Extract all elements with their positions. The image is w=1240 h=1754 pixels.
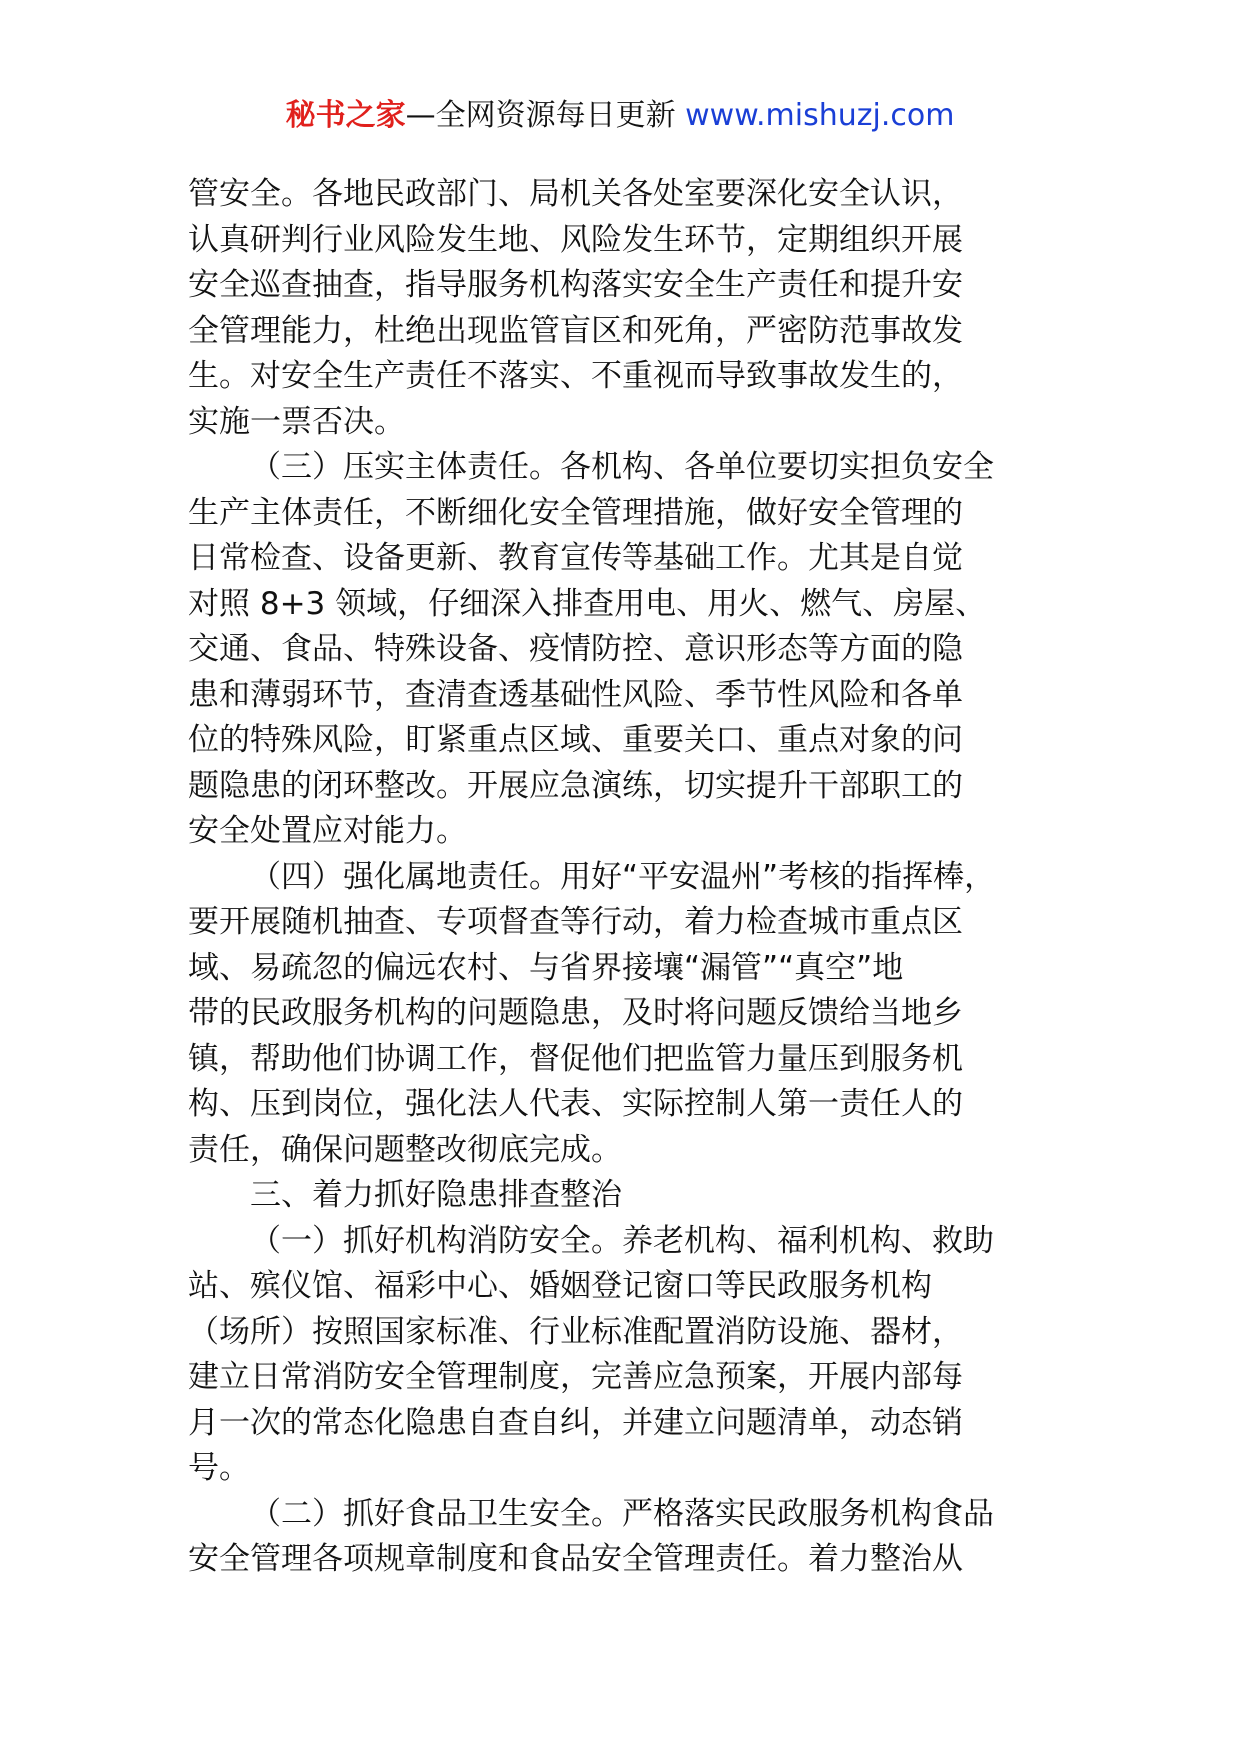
text-line: 管安全。各地民政部门、局机关各处室要深化安全认识， <box>188 176 963 212</box>
text-line: 域、易疏忽的偏远农村、与省界接壤“漏管”“真空”地 <box>188 949 904 986</box>
text-line: 建立日常消防安全管理制度，完善应急预案，开展内部每 <box>188 1359 963 1395</box>
header-slogan: —全网资源每日更新 <box>405 98 686 133</box>
text-line: （场所）按照国家标准、行业标准配置消防设施、器材， <box>188 1313 963 1350</box>
text-line: 生产主体责任，不断细化安全管理措施，做好安全管理的 <box>188 494 963 531</box>
text-line: 全管理能力，杜绝出现监管盲区和死角，严密防范事故发 <box>188 312 963 349</box>
text-line: 患和薄弱环节，查清查透基础性风险、季节性风险和各单 <box>188 676 963 713</box>
text-line: （四）强化属地责任。用好“平安温州”考核的指挥棒， <box>250 858 996 895</box>
text-line: 三、着力抓好隐患排查整治 <box>250 1177 622 1213</box>
brand-name: 秘书之家 <box>285 98 406 133</box>
text-line: 对照 8+3 领域，仔细深入排查用电、用火、燃气、房屋、 <box>188 585 987 622</box>
text-line: 站、殡仪馆、福彩中心、婚姻登记窗口等民政服务机构 <box>188 1268 932 1304</box>
text-line: 安全处置应对能力。 <box>188 813 467 849</box>
text-line: （一）抓好机构消防安全。养老机构、福利机构、救助 <box>250 1222 994 1259</box>
text-line: 镇，帮助他们协调工作，督促他们把监管力量压到服务机 <box>188 1040 963 1077</box>
text-line: 位的特殊风险，盯紧重点区域、重要关口、重点对象的问 <box>188 722 963 758</box>
text-line: 实施一票否决。 <box>188 403 405 440</box>
text-line: （二）抓好食品卫生安全。严格落实民政服务机构食品 <box>250 1495 994 1532</box>
text-line: 认真研判行业风险发生地、风险发生环节，定期组织开展 <box>188 221 963 258</box>
text-line: 生。对安全生产责任不落实、不重视而导致事故发生的， <box>188 358 963 394</box>
text-line: 月一次的常态化隐患自查自纠，并建立问题清单，动态销 <box>188 1404 963 1441</box>
text-line: 要开展随机抽查、专项督查等行动，着力检查城市重点区 <box>188 904 963 940</box>
text-line: 交通、食品、特殊设备、疫情防控、意识形态等方面的隐 <box>188 631 963 667</box>
text-line: 安全管理各项规章制度和食品安全管理责任。着力整治从 <box>188 1541 963 1577</box>
text-line: 责任，确保问题整改彻底完成。 <box>188 1131 622 1168</box>
text-line: 题隐患的闭环整改。开展应急演练，切实提升干部职工的 <box>188 767 963 804</box>
page-header <box>0 96 1240 136</box>
text-line: 安全巡查抽查，指导服务机构落实安全生产责任和提升安 <box>188 267 963 303</box>
website-link[interactable]: www.mishuzj.com <box>685 98 955 133</box>
text-line: （三）压实主体责任。各机构、各单位要切实担负安全 <box>250 449 994 485</box>
text-line: 构、压到岗位，强化法人代表、实际控制人第一责任人的 <box>188 1086 963 1122</box>
text-line: 号。 <box>188 1450 250 1486</box>
document-body <box>188 172 1078 1583</box>
text-line: 日常检查、设备更新、教育宣传等基础工作。尤其是自觉 <box>188 540 963 576</box>
text-line: 带的民政服务机构的问题隐患，及时将问题反馈给当地乡 <box>188 995 963 1031</box>
